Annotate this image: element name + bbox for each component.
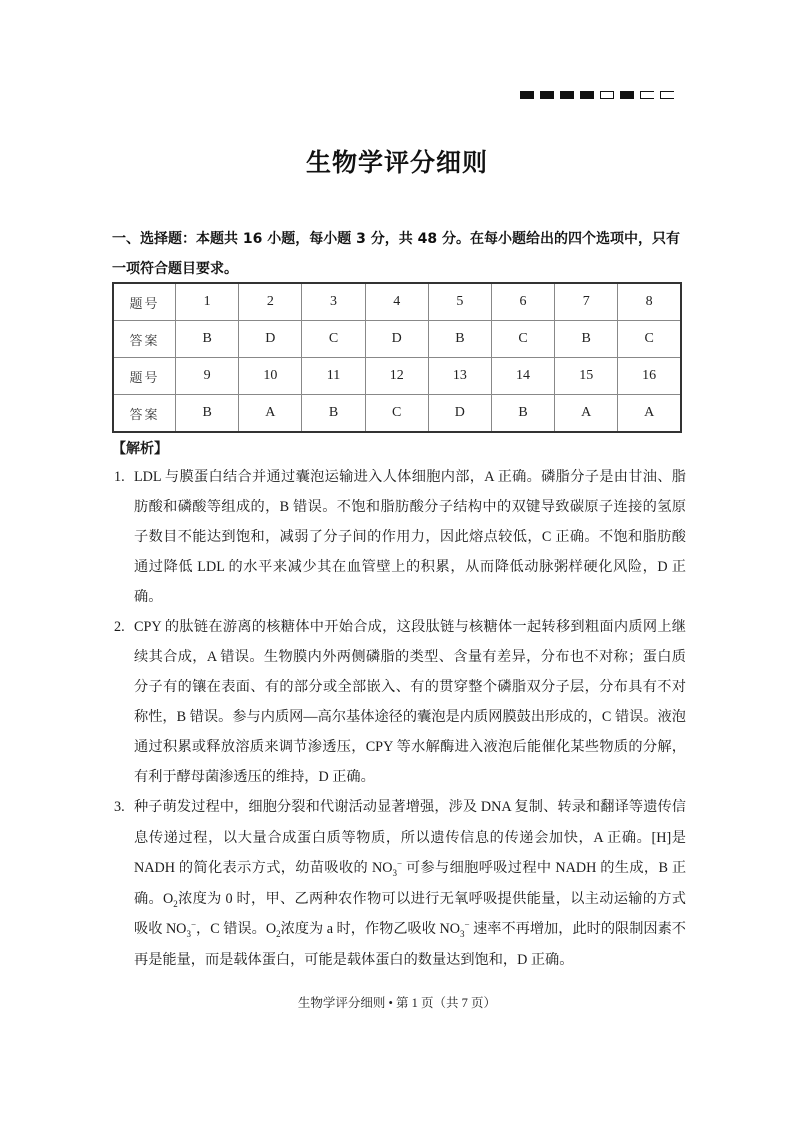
analysis-item-2 — [112, 612, 686, 792]
page-title: 生物学评分细则 — [305, 148, 488, 177]
answer-cell: B — [428, 321, 491, 358]
table-row — [113, 395, 681, 433]
question-number-cell: 1 — [176, 283, 239, 321]
answer-cell: A — [618, 395, 681, 433]
header-mark-empty — [600, 91, 614, 99]
answer-cell: A — [555, 395, 618, 433]
question-number-cell: 7 — [555, 283, 618, 321]
item-text: LDL 与膜蛋白结合并通过囊泡运输进入人体细胞内部，A 正确。磷脂分子是由甘油、脂肪酸和磷酸等组成的，B 错误。不饱和脂肪酸分子结构中的双键导致碳原子连接的氢原子数目不能达到饱和，减弱了分子间的作用力，因此熔点较低，C 正确。不饱和脂肪酸通过降低 LDL 的水平来减少其在血管壁上的积累，从而降低动脉粥样硬化风险，D 正确。 — [134, 469, 686, 605]
answer-cell: B — [302, 395, 365, 433]
question-number-cell: 6 — [491, 283, 554, 321]
answer-cell: D — [239, 321, 302, 358]
question-number-cell: 4 — [365, 283, 428, 321]
item-text-part: 种子萌发过程中，细胞分裂和代谢活动显著增强，涉及 DNA 复制、转录和翻译等遗传信息传递过程，以大量合成蛋白质等物质，所以遗传信息的传递会加快，A 正确。[H]是 NADH 的简化表示方式，幼苗吸收的 — [134, 799, 686, 876]
page-footer: 生物学评分细则 • 第 1 页（共 7 页） — [297, 996, 497, 1010]
answer-cell: A — [239, 395, 302, 433]
item-number: 1. — [114, 469, 125, 485]
item-number: 2. — [114, 619, 125, 635]
header-mark-filled — [560, 91, 574, 99]
item-text-part: ，C 错误。 — [196, 921, 266, 937]
item-text: CPY 的肽链在游离的核糖体中开始合成，这段肽链与核糖体一起转移到粗面内质网上继续其合成，A 错误。生物膜内外两侧磷脂的类型、含量有差异，分布也不对称；蛋白质分子有的镶在表面、有的部分或全部嵌入、有的贯穿整个磷脂双分子层，分布具有不对称性，B 错误。参与内质网—高尔基体途径的囊泡是内质网膜鼓出形成的，C 错误。液泡通过积累或释放溶质来调节渗透压，CPY 等水解酶进入液泡后能催化某些物质的分解，有利于酵母菌渗透压的维持，D 正确。 — [134, 619, 686, 785]
answer-cell: C — [302, 321, 365, 358]
nitrate-formula: $NO_3^-$ — [371, 858, 403, 878]
answer-cell: D — [428, 395, 491, 433]
row-label: 答案 — [113, 395, 176, 433]
answer-cell: C — [618, 321, 681, 358]
table-row — [113, 358, 681, 395]
item-text-part: 可参与细胞呼吸过程中 NADH 的生成，B 正确。 — [134, 860, 687, 907]
nitrate-formula: $NO_3^-$ — [165, 919, 197, 939]
question-number-cell: 15 — [555, 358, 618, 395]
question-number-cell: 13 — [428, 358, 491, 395]
answer-cell: D — [365, 321, 428, 358]
header-mark-open-right — [660, 91, 674, 99]
row-label: 答案 — [113, 321, 176, 358]
table-row — [113, 283, 681, 321]
row-label: 题号 — [113, 283, 176, 321]
section-heading: 一、选择题：本题共 16 小题，每小题 3 分，共 48 分。在每小题给出的四个选项中，只有一项符合题目要求。 — [112, 231, 680, 277]
answer-cell: C — [365, 395, 428, 433]
oxygen-formula: $O_2$ — [265, 921, 281, 939]
question-number-cell: 10 — [239, 358, 302, 395]
question-number-cell: 11 — [302, 358, 365, 395]
answer-cell: B — [176, 395, 239, 433]
answer-table — [112, 282, 682, 433]
header-mark-filled — [520, 91, 534, 99]
analysis-heading: 【解析】 — [112, 441, 168, 457]
item-text-part: 速率不再增加，此时的限制因素不再是能量，而是载体蛋白，可能是载体蛋白的数量达到饱和，D 正确。 — [134, 921, 686, 968]
answer-cell: B — [491, 395, 554, 433]
item-text-part: 浓度为 0 时，甲、乙两种农作物可以进行无氧呼吸提供能量，以主动运输的方式吸收 — [134, 890, 686, 937]
question-number-cell: 12 — [365, 358, 428, 395]
question-number-cell: 14 — [491, 358, 554, 395]
analysis-item-1 — [112, 462, 686, 612]
question-number-cell: 3 — [302, 283, 365, 321]
table-row — [113, 321, 681, 358]
header-mark-filled — [580, 91, 594, 99]
oxygen-formula: $O_2$ — [163, 890, 178, 909]
header-mark-filled — [540, 91, 554, 99]
item-text-part: 浓度为 a 时，作物乙吸收 — [280, 921, 440, 937]
header-marks — [520, 91, 674, 99]
row-label: 题号 — [113, 358, 176, 395]
analysis-item-3 — [112, 792, 686, 975]
answer-cell: B — [555, 321, 618, 358]
question-number-cell: 8 — [618, 283, 681, 321]
question-number-cell: 9 — [176, 358, 239, 395]
header-mark-filled — [620, 91, 634, 99]
question-number-cell: 16 — [618, 358, 681, 395]
header-mark-open-right — [640, 91, 654, 99]
question-number-cell: 5 — [428, 283, 491, 321]
nitrate-formula: $NO_3^-$ — [439, 919, 470, 939]
question-number-cell: 2 — [239, 283, 302, 321]
analysis-list — [112, 462, 686, 975]
item-number: 3. — [114, 799, 125, 815]
answer-cell: C — [491, 321, 554, 358]
answer-cell: B — [176, 321, 239, 358]
